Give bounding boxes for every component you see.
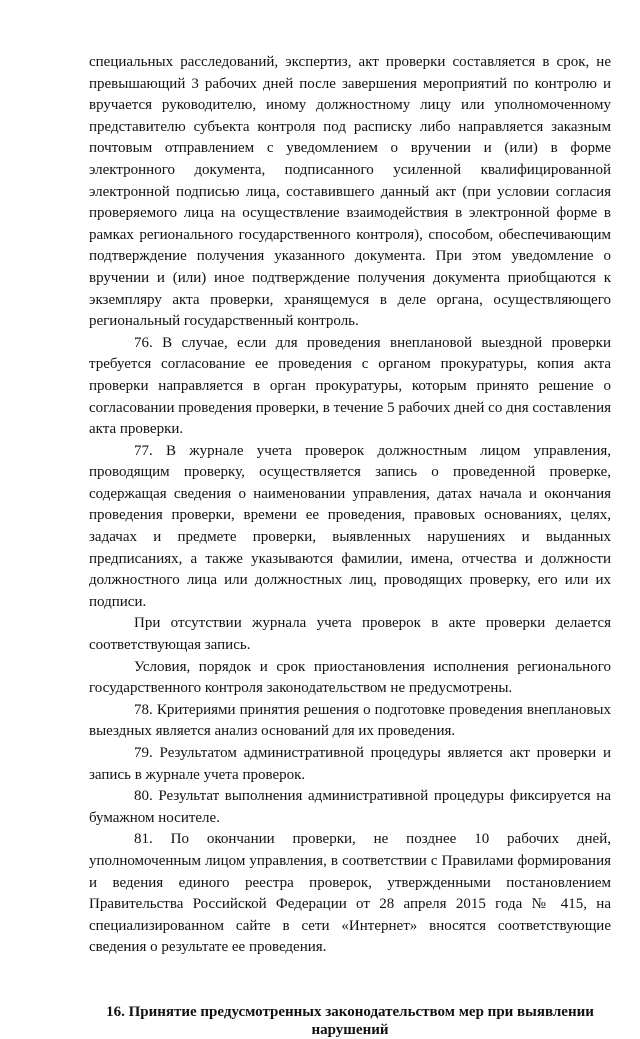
paragraph-79: 79. Результатом административной процедуры является акт проверки и запись в журнале учета проверок.	[89, 745, 611, 783]
paragraph-80: 80. Результат выполнения административной процедуры фиксируется на бумажном носителе.	[89, 788, 611, 826]
document-page	[89, 52, 611, 1039]
paragraph-78: 78. Критериями принятия решения о подготовке проведения внеплановых выездных является анализ оснований для их проведения.	[89, 701, 611, 740]
paragraph-81: 81. По окончании проверки, не позднее 10 рабочих дней, уполномоченным лицом управления, в соответствии с Правилами формирования и ведения единого реестра проверок, утвержденными постановлением Правительства Российской Федерации от 28 апреля 2015 года № 415, на специализированном сайте в сети «Интернет» вносятся соответствующие сведения о результате ее проведения.	[89, 831, 611, 956]
paragraph-76: 76. В случае, если для проведения внеплановой выездной проверки требуется согласование ее проведения с органом прокуратуры, копия акта проверки направляется в орган прокуратуры, которым принято решение о согласовании проведения проверки, в течение 5 рабочих дней со дня составления акта проверки.	[89, 334, 611, 438]
paragraph-suspension-conditions: Условия, порядок и срок приостановления исполнения регионального государственного контроля законодательством не предусмотрены.	[89, 658, 611, 697]
paragraph-no-journal: При отсутствии журнала учета проверок в акте проверки делается соответствующая запись.	[89, 615, 611, 654]
paragraph-continuation: специальных расследований, экспертиз, акт проверки составляется в срок, не превышающий 3 рабочих дней после завершения мероприятий по контролю и вручается руководителю, иному должностному лицу или уполномоченному представителю субъекта контроля под расписку либо направляется заказным почтовым отправлением с уведомлением о вручении и (или) в форме электронного документа, подписанного усиленной квалифицированной электронной подписью лица, составившего данный акт (при условии согласия проверяемого лица на осуществление взаимодействия в электронной форме в рамках регионального государственного контроля), способом, обеспечивающим подтверждение получения указанного документа. При этом уведомление о вручении и (или) иное подтверждение получения документа приобщаются к экземпляру акта проверки, хранящемуся в деле органа, осуществляющего региональный государственный контроль.	[89, 54, 611, 330]
paragraph-77: 77. В журнале учета проверок должностным лицом управления, проводящим проверку, осуществляется запись о проведенной проверке, содержащая сведения о наименовании управления, датах начала и окончания проведения проверки, времени ее проведения, правовых основаниях, целях, задачах и предмете проверки, выявленных нарушениях и выданных предписаниях, а также указываются фамилии, имена, отчества и должности должностного лица или должностных лиц, проводящих проверку, его или их подписи.	[89, 442, 611, 610]
section-heading: 16. Принятие предусмотренных законодательством мер при выявлении нарушений	[106, 1003, 594, 1038]
